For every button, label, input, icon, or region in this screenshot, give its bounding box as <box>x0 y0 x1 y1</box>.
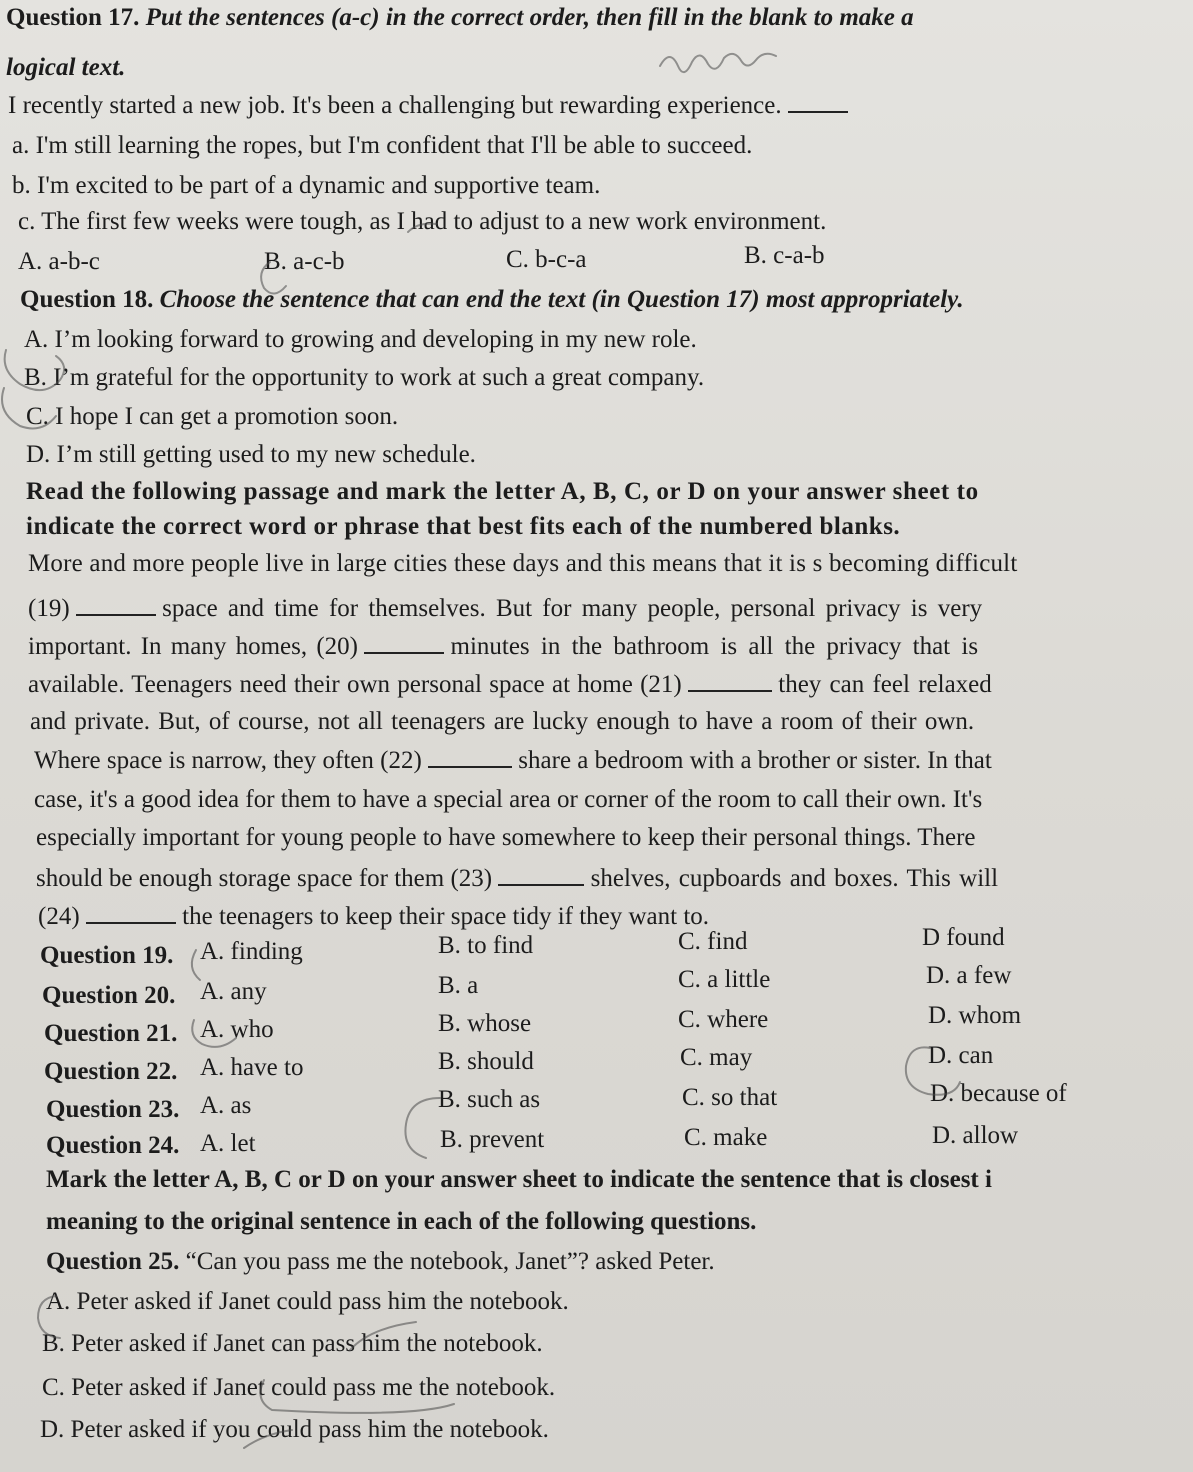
answer-option-a[interactable]: A. as <box>200 1092 252 1119</box>
blank-22-label: Where space is narrow, they often (22) <box>34 747 422 774</box>
passage-line-7: case, it's a good idea for them to have a special area or corner of the room to call their own. It's <box>34 786 983 813</box>
q17-title: Question 17. <box>6 4 140 31</box>
blank-21[interactable] <box>688 668 772 692</box>
blank-19-label: (19) <box>28 595 70 622</box>
q17-option-a[interactable]: A. a-b-c <box>18 248 100 275</box>
q18-heading <box>20 284 1193 316</box>
answer-option-c[interactable]: C. so that <box>682 1084 778 1111</box>
passage-line-3 <box>28 630 1193 663</box>
blank-24[interactable] <box>86 900 176 924</box>
q18-option-c[interactable]: C. I hope I can get a promotion soon. <box>26 403 399 430</box>
q17-option-c[interactable]: C. b-c-a <box>506 246 587 273</box>
answer-option-c[interactable]: C. may <box>680 1044 753 1071</box>
q17-blank[interactable] <box>788 89 848 113</box>
answer-option-b[interactable]: B. should <box>438 1048 534 1075</box>
q23-option-b-circle <box>405 1098 440 1158</box>
passage-line-10-text: the teenagers to keep their space tidy if they want to. <box>182 903 710 930</box>
q17-intro <box>8 89 1193 122</box>
answer-option-d[interactable]: D. a few <box>926 962 1012 989</box>
q17-option-d[interactable]: B. c-a-b <box>744 242 825 269</box>
reading-instruction-1: Read the following passage and mark the letter A, B, C, or D on your answer sheet to <box>26 478 979 505</box>
q19-option-a-circle <box>192 950 200 980</box>
q18-option-d[interactable]: D. I’m still getting used to my new schedule. <box>26 441 476 468</box>
answer-option-d[interactable]: D. can <box>928 1042 994 1069</box>
q18-title: Question 18. <box>20 286 154 313</box>
answer-option-c[interactable]: C. where <box>678 1006 769 1033</box>
q17-sentence-a: a. I'm still learning the ropes, but I'm confident that I'll be able to succeed. <box>12 132 753 159</box>
blank-22[interactable] <box>428 744 512 768</box>
answer-option-a[interactable]: A. have to <box>200 1054 304 1081</box>
passage-line-4-text: they can feel relaxed <box>778 671 992 698</box>
transform-instruction-2: meaning to the original sentence in each of the following questions. <box>46 1208 757 1235</box>
q17-intro-text: I recently started a new job. It's been a challenging but rewarding experience. <box>8 92 782 119</box>
q18-option-a[interactable]: A. I’m looking forward to growing and developing in my new role. <box>24 326 697 353</box>
q25-option-a[interactable]: A. Peter asked if Janet could pass him the notebook. <box>46 1288 569 1315</box>
reading-instruction-2: indicate the correct word or phrase that best fits each of the numbered blanks. <box>26 513 901 540</box>
blank-23-label: should be enough storage space for them (23) <box>36 865 493 892</box>
blank-24-label: (24) <box>38 903 80 930</box>
blank-21-label: available. Teenagers need their own personal space at home (21) <box>28 671 682 698</box>
blank-20[interactable] <box>364 630 444 654</box>
passage-line-10 <box>38 900 1193 933</box>
answer-label: Question 21. <box>44 1020 178 1047</box>
answer-option-a[interactable]: A. let <box>200 1130 256 1157</box>
passage-line-8: especially important for young people to have somewhere to keep their personal things. There <box>36 824 976 851</box>
q25-text: “Can you pass me the notebook, Janet”? asked Peter. <box>185 1248 715 1275</box>
q25-option-c[interactable]: C. Peter asked if Janet could pass me the notebook. <box>42 1374 556 1401</box>
answer-label: Question 24. <box>46 1132 180 1159</box>
passage-line-2 <box>28 592 1193 625</box>
q17-heading <box>6 2 1193 34</box>
q17-sentence-b: b. I'm excited to be part of a dynamic and supportive team. <box>12 172 601 199</box>
answer-option-a[interactable]: A. any <box>200 978 267 1005</box>
answer-option-b[interactable]: B. to find <box>438 932 534 959</box>
q25-heading <box>46 1246 1193 1278</box>
answer-option-a[interactable]: A. finding <box>200 938 303 965</box>
answer-label: Question 22. <box>44 1058 178 1085</box>
passage-line-9-text: shelves, cupboards and boxes. This will <box>590 865 999 892</box>
answer-option-d[interactable]: D found <box>922 924 1005 951</box>
transform-instruction-1: Mark the letter A, B, C or D on your answer sheet to indicate the sentence that is closest i <box>46 1166 992 1193</box>
blank-19[interactable] <box>76 592 156 616</box>
passage-line-4 <box>28 668 1193 701</box>
blank-23[interactable] <box>498 862 584 886</box>
answer-option-d[interactable]: D. whom <box>928 1002 1022 1029</box>
passage-line-2-text: space and time for themselves. But for many people, personal privacy is very <box>162 595 983 622</box>
answer-label: Question 19. <box>40 942 174 969</box>
passage-line-3-text: minutes in the bathroom is all the privacy that is <box>450 633 979 660</box>
answer-option-d[interactable]: D. because of <box>930 1080 1067 1107</box>
answer-option-b[interactable]: B. whose <box>438 1010 532 1037</box>
answer-option-a[interactable]: A. who <box>200 1016 274 1043</box>
q17-instruction-cont: logical text. <box>6 54 126 81</box>
q17-option-b[interactable]: B. a-c-b <box>264 248 345 275</box>
answer-option-d[interactable]: D. allow <box>932 1122 1019 1149</box>
q17-instruction: Put the sentences (a-c) in the correct order, then fill in the blank to make a <box>145 4 914 31</box>
q18-option-b[interactable]: B. I’m grateful for the opportunity to work at such a great company. <box>24 364 705 391</box>
blank-20-label: important. In many homes, (20) <box>28 633 358 660</box>
q17-sentence-c: c. The first few weeks were tough, as I had to adjust to a new work environment. <box>18 208 827 235</box>
passage-line-5: and private. But, of course, not all teenagers are lucky enough to have a room of their own. <box>30 708 975 735</box>
answer-option-b[interactable]: B. prevent <box>440 1126 545 1153</box>
q25-option-b[interactable]: B. Peter asked if Janet can pass him the notebook. <box>42 1330 543 1357</box>
answer-label: Question 20. <box>42 982 176 1009</box>
answer-option-c[interactable]: C. find <box>678 928 748 955</box>
answer-label: Question 23. <box>46 1096 180 1123</box>
passage-line-6 <box>34 744 1193 777</box>
q18-instruction: Choose the sentence that can end the text (in Question 17) most appropriately. <box>159 286 964 313</box>
passage-line-6-text: share a bedroom with a brother or sister. In that <box>518 747 992 774</box>
passage-line-9 <box>36 862 1193 895</box>
answer-option-b[interactable]: B. such as <box>438 1086 541 1113</box>
q25-title: Question 25. <box>46 1248 180 1275</box>
passage-line-1: More and more people live in large cities these days and this means that it is s becoming difficult <box>28 550 1018 577</box>
q25-option-d[interactable]: D. Peter asked if you could pass him the notebook. <box>40 1416 549 1443</box>
answer-option-b[interactable]: B. a <box>438 972 479 999</box>
answer-option-c[interactable]: C. a little <box>678 966 771 993</box>
answer-option-c[interactable]: C. make <box>684 1124 768 1151</box>
